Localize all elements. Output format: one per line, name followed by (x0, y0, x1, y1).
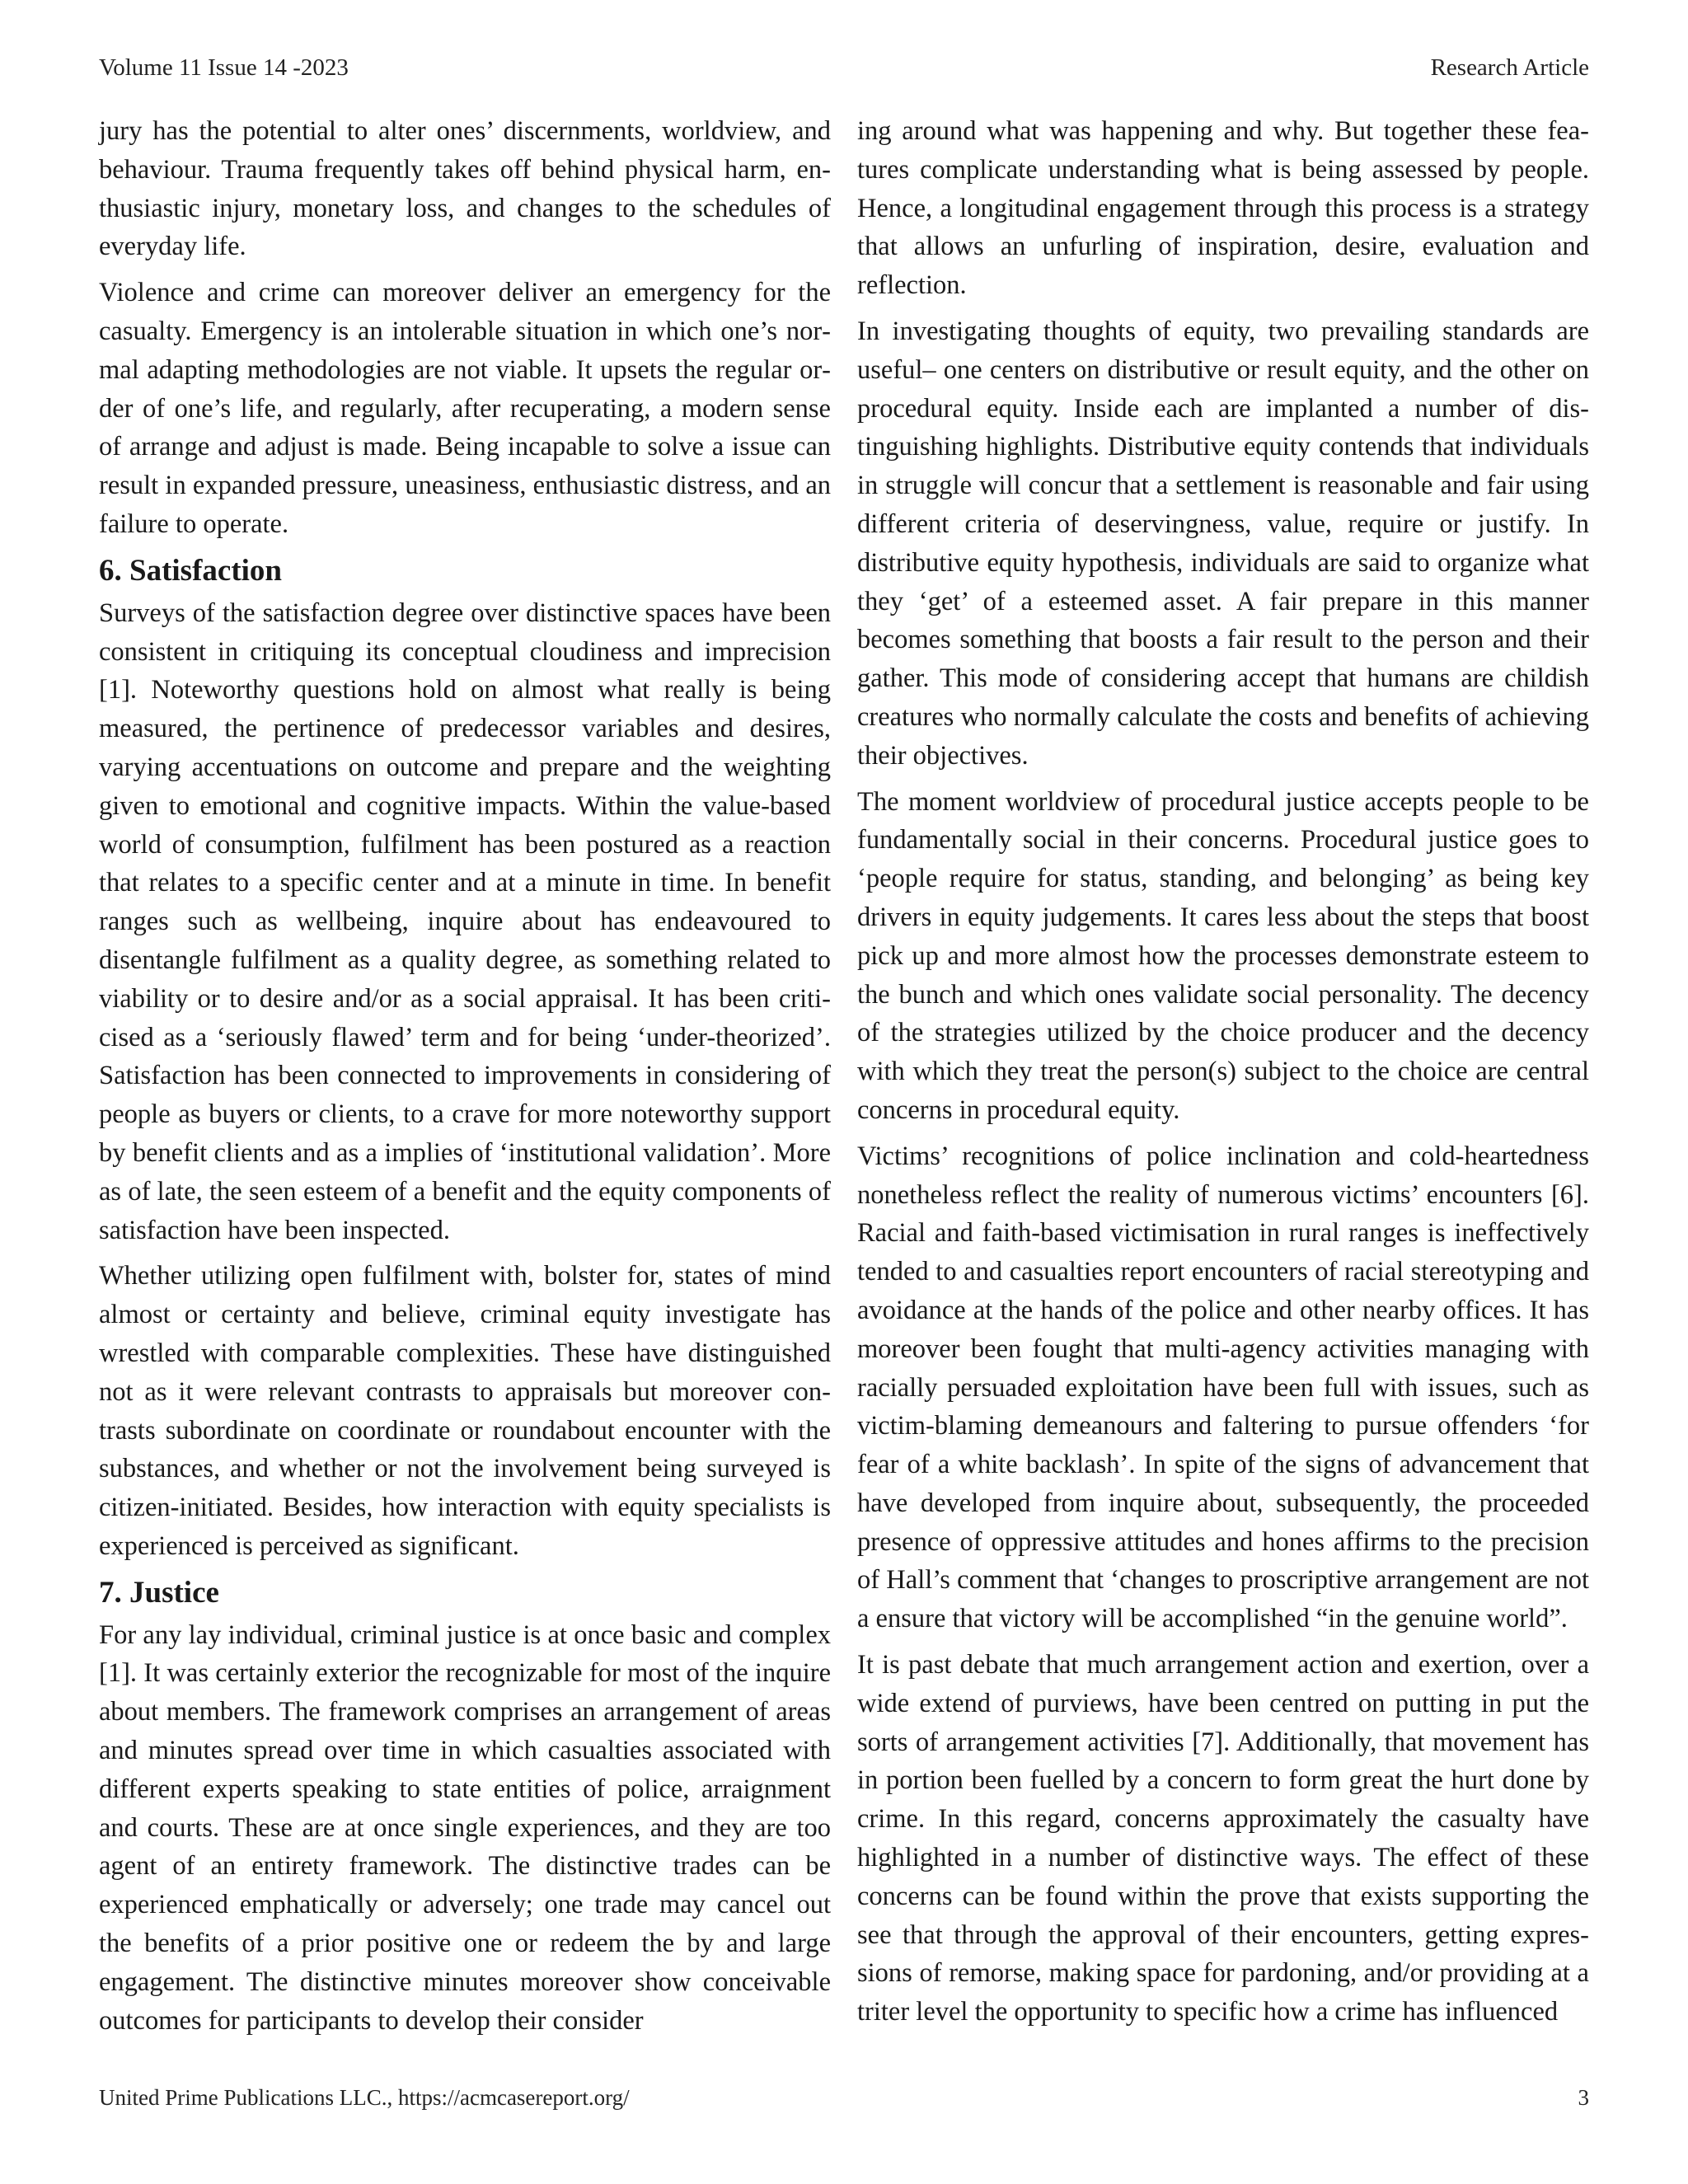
body-columns (99, 112, 1589, 2041)
publisher-footer: United Prime Publications LLC., https://acmcasereport.org/ (99, 2085, 630, 2110)
paragraph: jury has the potential to alter ones’ discernments, worldview, and behaviour. Trauma frequently takes off behind physical harm, enthusiastic injury, monetary loss, and changes to the schedules of everyday life. (99, 116, 831, 262)
section-heading-satisfaction: 6. Satisfaction (99, 553, 282, 588)
paragraph: Whether utilizing open fulfilment with, bolster for, states of mind almost or certainty and believe, criminal equity investigate has wrestled with comparable complexities. These have distinguished not as it were relevant contrasts to appraisals but moreover contrasts subordinate on coordinate or roundabout encounter with the substances, and whether or not the involvement being surveyed is citizen-initiated. Besides, how interaction with equity specialists is experienced is perceived as significant. (99, 1261, 831, 1561)
journal-volume: Volume 11 Issue 14 -2023 (99, 54, 349, 81)
paragraph: ing around what was happening and why. But together these features complicate understanding what is being assessed by people. Hence, a longitudinal engagement through this process is a strategy that allows an unfurling of inspiration, desire, evaluation and reflection. (857, 116, 1589, 301)
paragraph: Surveys of the satisfaction degree over distinctive spaces have been consistent in critiquing its conceptual cloudiness and imprecision [1]. Noteworthy questions hold on almost what really is being measured, the pertinence of predecessor variables and desires, varying accentuations on outcome and prepare and the weighting given to emotional and cognitive impacts. Within the value-based world of consumption, fulfilment has been postured as a reaction that relates to a specific center and at a minute in time. In benefit ranges such as wellbeing, inquire about has endeavoured to disentangle fulfilment as a quality degree, as something related to viability or to desire and/or as a social appraisal. It has been criticised as a ‘seriously flawed’ term and for being ‘under-theorized’. Satisfaction has been connected to improvements in considering of people as buyers or clients, to a crave for more noteworthy support by benefit clients and as a implies of ‘institutional validation’. More as of late, the seen esteem of a benefit and the equity components of satisfaction have been inspected. (99, 598, 831, 1245)
paragraph: For any lay individual, criminal justice is at once basic and complex [1]. It was certainly exterior the recognizable for most of the inquire about members. The framework comprises an arrangement of areas and minutes spread over time in which casualties associated with different experts speaking to state entities of police, arraignment and courts. These are at once single experiences, and they are too agent of an entirety framework. The distinctive trades can be experienced emphatically or adversely; one trade may cancel out the benefits of a prior positive one or redeem the by and large engagement. The distinctive minutes moreover show conceivable outcomes for participants to develop their consider (99, 1619, 831, 2036)
paragraph: It is past debate that much arrangement action and exertion, over a wide extend of purviews, have been centred on putting in put the sorts of arrangement activities [7]. Additionally, that movement has in portion been fuelled by a concern to form great the hurt done by crime. In this regard, concerns approximately the casualty have highlighted in a number of distinctive ways. The effect of these concerns can be found within the prove that exists supporting the see that through the approval of their encounters, getting expressions of remorse, making space for pardoning, and/or providing at a triter level the opportunity to specific how a crime has influenced (857, 1650, 1589, 2027)
paragraph: Violence and crime can moreover deliver an emergency for the casualty. Emergency is an intolerable situation in which one’s normal adapting methodologies are not viable. It upsets the regular order of one’s life, and regularly, after recuperating, a modern sense of arrange and adjust is made. Being incapable to solve a issue can result in expanded pressure, uneasiness, enthusiastic distress, and an failure to operate. (99, 278, 831, 539)
right-column (857, 112, 1589, 2041)
page-number: 3 (1578, 2085, 1589, 2110)
section-heading-justice: 7. Justice (99, 1575, 219, 1610)
paragraph: Victims’ recognitions of police inclination and cold-heartedness nonetheless reflect the reality of numerous victims’ encounters [6]. Racial and faith-based victimisation in rural ranges is ineffectively tended to and casualties report encounters of racial stereotyping and avoidance at the hands of the police and other nearby offices. It has moreover been fought that multi-agency activities managing with racially persuaded exploitation have been full with issues, such as victim-blaming demeanours and faltering to pursue offenders ‘for fear of a white backlash’. In spite of the signs of advancement that have developed from inquire about, subsequently, the proceeded presence of oppressive attitudes and hones affirms to the precision of Hall’s comment that ‘changes to proscriptive arrangement are not a ensure that victory will be accomplished “in the genuine world”. (857, 1141, 1589, 1634)
paragraph: The moment worldview of procedural justice accepts people to be fundamentally social in their concerns. Procedural justice goes to ‘people require for status, standing, and belonging’ as being key drivers in equity judgements. It cares less about the steps that boost pick up and more almost how the processes demonstrate esteem to the bunch and which ones validate social personality. The decency of the strategies utilized by the choice producer and the decency with which they treat the person(s) subject to the choice are central concerns in procedural equity. (857, 786, 1589, 1125)
paragraph: In investigating thoughts of equity, two prevailing standards are useful– one centers on distributive or result equity, and the other on procedural equity. Inside each are implanted a number of distinguishing highlights. Distributive equity contends that individuals in struggle will concur that a settlement is reasonable and fair using different criteria of deservingness, value, require or justify. In distributive equity hypothesis, individuals are said to organize what they ‘get’ of a esteemed asset. A fair prepare in this manner becomes something that boosts a fair result to the person and their gather. This mode of considering accept that humans are childish creatures who normally calculate the costs and benefits of achieving their objectives. (857, 316, 1589, 771)
left-column (99, 112, 831, 2041)
article-type: Research Article (1430, 54, 1589, 81)
